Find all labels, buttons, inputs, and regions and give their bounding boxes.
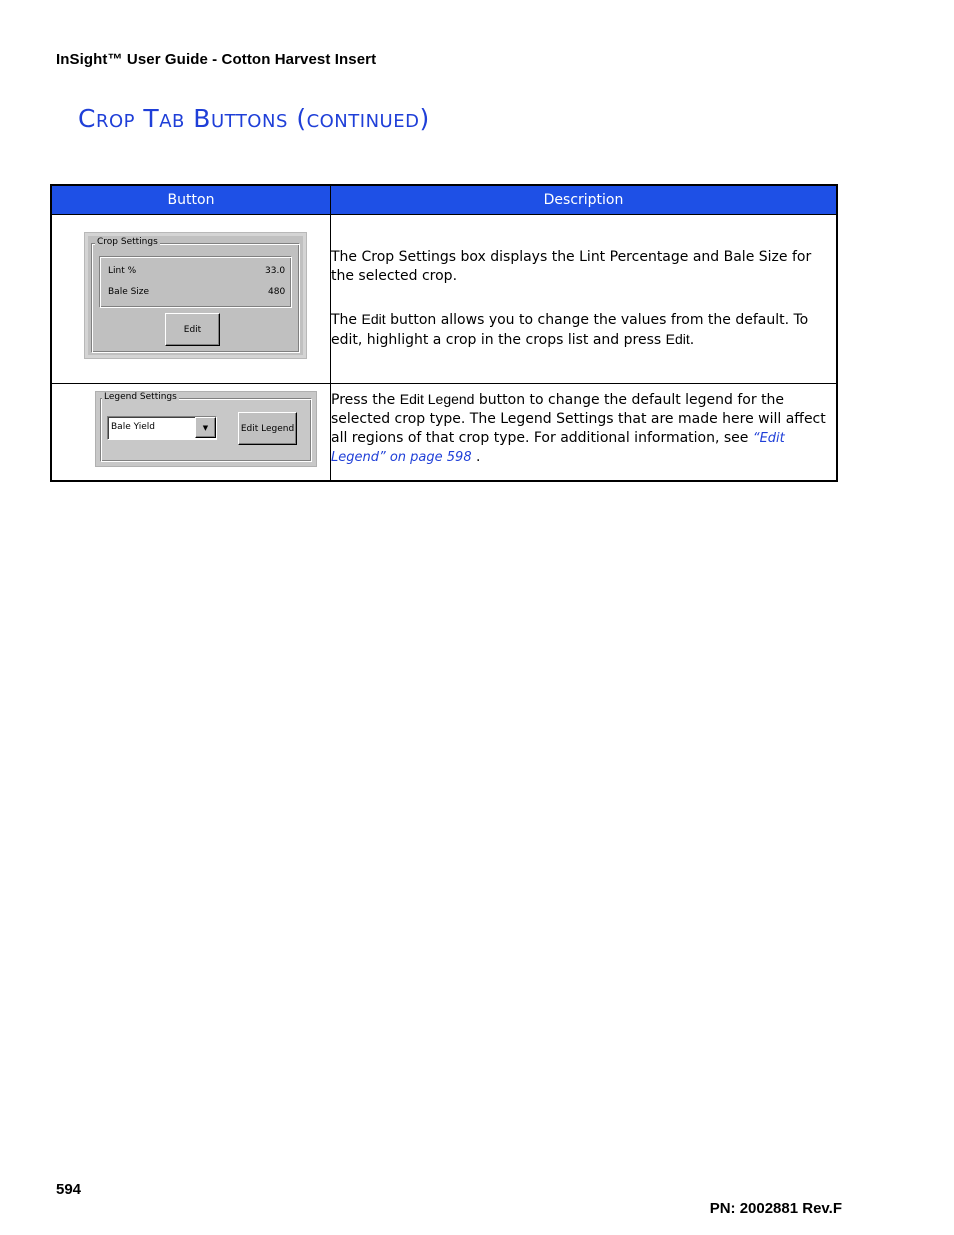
text-run: The [331, 312, 362, 328]
crop-values-panel [99, 256, 292, 308]
description-paragraph [331, 390, 836, 467]
crop-settings-screenshot [84, 232, 307, 359]
crop-settings-group-title: Crop Settings [97, 237, 158, 247]
part-number: PN: 2002881 Rev.F [709, 1200, 842, 1217]
text-run: button to change the default legend for the selected crop type. The Legend Settings that are made here will affect all regions of that crop type. For additional information, see [331, 392, 826, 446]
edit-legend-term: Edit Legend [399, 391, 475, 407]
legend-type-select-value: Bale Yield [111, 422, 156, 432]
edit-term: Edit [361, 311, 386, 327]
legend-settings-screenshot [95, 391, 317, 467]
text-run: button allows you to change the values from the default. To edit, highlight a crop in the crops list and press [331, 312, 809, 348]
bale-size-label: Bale Size [108, 287, 150, 297]
edit-button[interactable]: Edit [165, 313, 220, 346]
lint-percent-label: Lint % [108, 266, 137, 276]
text-run: . [689, 332, 695, 348]
section-title: Crop Tab Buttons (continued) [78, 104, 430, 133]
page-number: 594 [56, 1181, 82, 1198]
edit-term: Edit [665, 331, 690, 347]
text-run: . [471, 449, 481, 465]
lint-percent-value: 33.0 [265, 266, 286, 276]
table-row [51, 215, 837, 384]
edit-legend-link[interactable]: “Edit Legend” on page 598 [331, 431, 785, 465]
legend-settings-group-title: Legend Settings [104, 392, 177, 402]
edit-legend-button[interactable]: Edit Legend [238, 412, 297, 445]
button-image-cell [51, 215, 331, 384]
button-description-table [50, 184, 838, 482]
chevron-down-icon[interactable]: ▼ [195, 417, 216, 438]
button-image-cell [51, 384, 331, 482]
column-header-button: Button [51, 185, 331, 215]
text-run: Press the [331, 392, 400, 408]
bale-size-value: 480 [268, 287, 286, 297]
table-header-row [51, 185, 837, 215]
description-paragraph: The Crop Settings box displays the Lint Percentage and Bale Size for the selected crop. [331, 249, 812, 284]
document-header: InSight™ User Guide - Cotton Harvest Insert [56, 51, 377, 68]
legend-type-select[interactable] [107, 416, 217, 440]
table-row [51, 384, 837, 482]
description-cell [331, 384, 838, 482]
column-header-description: Description [331, 185, 838, 215]
description-paragraph [331, 310, 836, 350]
description-cell [331, 215, 838, 384]
